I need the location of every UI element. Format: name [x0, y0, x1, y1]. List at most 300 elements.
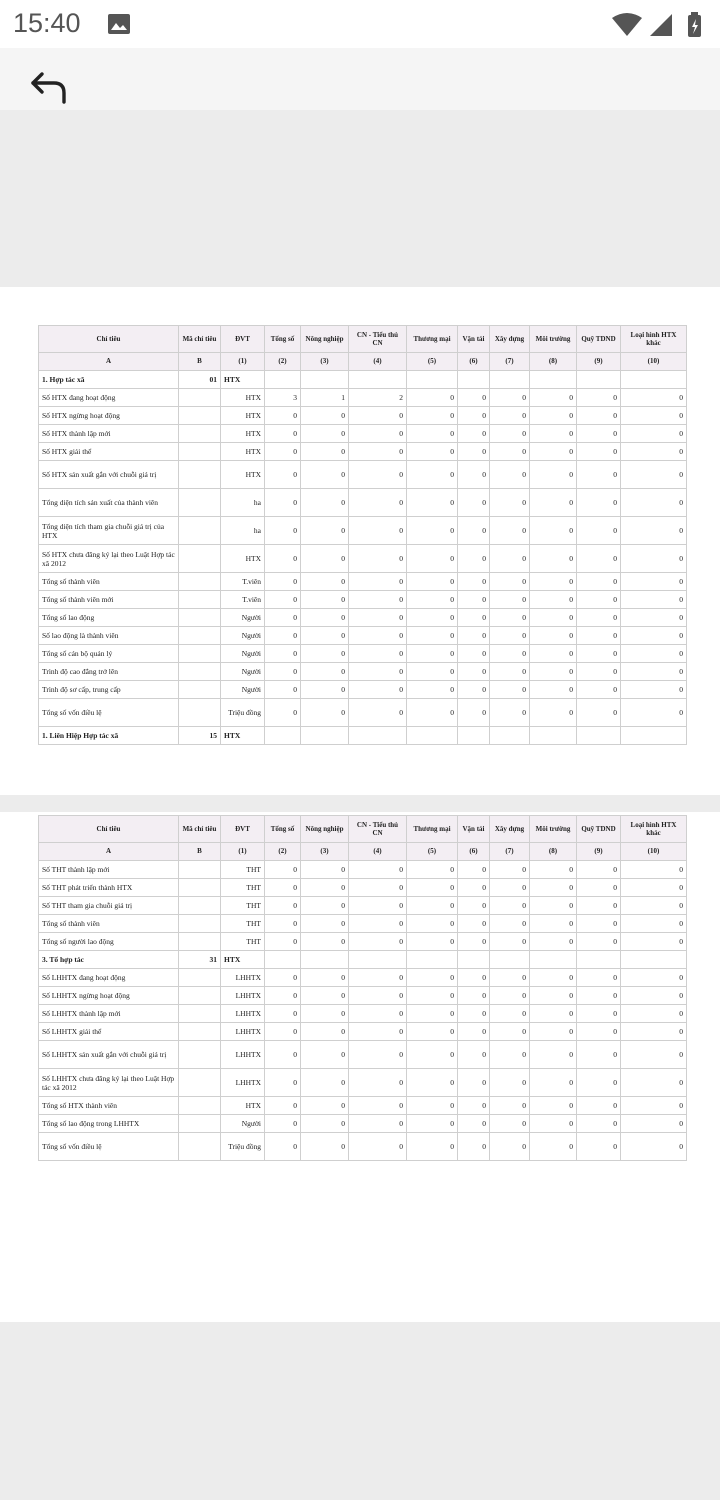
- row-code: [179, 489, 221, 517]
- section-row: [39, 727, 687, 745]
- row-unit: THT: [221, 915, 265, 933]
- cell-value: 0: [265, 545, 301, 573]
- row-label: Số LHHTX thành lập mới: [39, 1005, 179, 1023]
- cell-value: 0: [458, 699, 490, 727]
- row-code: [179, 443, 221, 461]
- cell-value: 0: [490, 861, 530, 879]
- cell-value: 0: [458, 461, 490, 489]
- cell-value: 0: [458, 1133, 490, 1161]
- col-header: Thương mại: [407, 326, 458, 353]
- row-code: [179, 987, 221, 1005]
- cell-value: 0: [530, 663, 577, 681]
- table-row: [39, 591, 687, 609]
- row-label: Số HTX đang hoạt động: [39, 389, 179, 407]
- toolbar: [0, 48, 720, 110]
- row-unit: HTX: [221, 1097, 265, 1115]
- cell-value: 0: [301, 1115, 349, 1133]
- cell-value: 0: [301, 443, 349, 461]
- col-code: (5): [407, 353, 458, 371]
- cell-value: 0: [301, 1069, 349, 1097]
- row-code: [179, 879, 221, 897]
- row-code: [179, 969, 221, 987]
- cell-value: 0: [349, 609, 407, 627]
- cell-value: 0: [530, 1133, 577, 1161]
- cell-value: 0: [577, 591, 621, 609]
- report-page-2: [0, 812, 720, 1322]
- col-header: Vận tải: [458, 326, 490, 353]
- row-code: [179, 1041, 221, 1069]
- row-label: Số LHHTX đang hoạt động: [39, 969, 179, 987]
- cell-value: 0: [490, 425, 530, 443]
- cell-value: [458, 727, 490, 745]
- cell-value: 0: [621, 933, 687, 951]
- col-code: (6): [458, 353, 490, 371]
- cell-value: 0: [407, 489, 458, 517]
- row-label: Số THT tham gia chuỗi giá trị: [39, 897, 179, 915]
- row-unit: Người: [221, 627, 265, 645]
- cell-value: 0: [577, 1005, 621, 1023]
- cell-value: 0: [458, 425, 490, 443]
- row-unit: Triệu đồng: [221, 1133, 265, 1161]
- cell-value: 0: [349, 987, 407, 1005]
- row-label: Tổng số thành viên mới: [39, 591, 179, 609]
- row-label: Số LHHTX giải thể: [39, 1023, 179, 1041]
- cell-value: 0: [407, 573, 458, 591]
- cell-value: 0: [458, 879, 490, 897]
- table-row: [39, 897, 687, 915]
- table-row: [39, 1069, 687, 1097]
- cell-value: 0: [621, 1005, 687, 1023]
- cell-value: 0: [530, 591, 577, 609]
- cell-value: 0: [458, 545, 490, 573]
- cell-value: 0: [407, 1041, 458, 1069]
- cell-value: 0: [458, 573, 490, 591]
- cell-value: 0: [490, 897, 530, 915]
- cell-value: [577, 727, 621, 745]
- cell-value: 0: [265, 1041, 301, 1069]
- cell-value: 0: [349, 1133, 407, 1161]
- cell-value: 0: [301, 699, 349, 727]
- cell-value: 0: [577, 915, 621, 933]
- table-row: [39, 573, 687, 591]
- cell-value: 0: [458, 407, 490, 425]
- cell-value: [621, 951, 687, 969]
- cell-value: 0: [349, 915, 407, 933]
- row-unit: T.viên: [221, 573, 265, 591]
- cell-value: 0: [349, 1023, 407, 1041]
- cell-value: 0: [265, 407, 301, 425]
- cell-value: 0: [530, 969, 577, 987]
- row-label: Tổng số HTX thành viên: [39, 1097, 179, 1115]
- row-label: Trình độ cao đẳng trở lên: [39, 663, 179, 681]
- cell-value: 0: [530, 861, 577, 879]
- section-row: [39, 951, 687, 969]
- table-row: [39, 915, 687, 933]
- row-label: Số LHHTX chưa đăng ký lại theo Luật Hợp tác xã 2012: [39, 1069, 179, 1097]
- cell-value: 0: [301, 969, 349, 987]
- cell-value: 0: [621, 1115, 687, 1133]
- cell-value: [530, 951, 577, 969]
- cell-value: 0: [407, 1005, 458, 1023]
- col-code: (1): [221, 843, 265, 861]
- cell-value: 0: [458, 1005, 490, 1023]
- cell-value: 0: [301, 609, 349, 627]
- row-code: [179, 461, 221, 489]
- table-row: [39, 681, 687, 699]
- cell-value: 0: [265, 1069, 301, 1097]
- row-label: 1. Hợp tác xã: [39, 371, 179, 389]
- row-label: Số THT thành lập mới: [39, 861, 179, 879]
- row-code: [179, 591, 221, 609]
- row-code: [179, 389, 221, 407]
- table-row: [39, 645, 687, 663]
- cell-value: [458, 951, 490, 969]
- row-unit: HTX: [221, 425, 265, 443]
- cell-value: 0: [265, 645, 301, 663]
- table-row: [39, 1023, 687, 1041]
- cell-value: 0: [577, 389, 621, 407]
- col-code: (1): [221, 353, 265, 371]
- row-code: 01: [179, 371, 221, 389]
- cell-value: 0: [407, 933, 458, 951]
- cell-value: 0: [530, 407, 577, 425]
- cell-value: [577, 371, 621, 389]
- row-label: Tổng số cán bộ quản lý: [39, 645, 179, 663]
- cell-value: 0: [577, 1041, 621, 1069]
- cell-value: 0: [530, 545, 577, 573]
- cell-value: 0: [458, 1023, 490, 1041]
- cell-value: 0: [301, 915, 349, 933]
- cell-value: 0: [577, 489, 621, 517]
- cell-value: 0: [349, 699, 407, 727]
- cell-value: 0: [458, 1041, 490, 1069]
- cell-value: [349, 727, 407, 745]
- cell-value: 0: [349, 1005, 407, 1023]
- cell-value: 0: [530, 461, 577, 489]
- cell-value: 0: [407, 915, 458, 933]
- row-code: 31: [179, 951, 221, 969]
- cell-value: 0: [621, 897, 687, 915]
- row-label: Tổng số thành viên: [39, 573, 179, 591]
- cell-value: 0: [265, 987, 301, 1005]
- row-code: [179, 1023, 221, 1041]
- cell-value: [407, 371, 458, 389]
- row-unit: THT: [221, 933, 265, 951]
- col-code: (6): [458, 843, 490, 861]
- row-label: Tổng diện tích tham gia chuỗi giá trị của HTX: [39, 517, 179, 545]
- table-row: [39, 1005, 687, 1023]
- cell-value: 0: [577, 627, 621, 645]
- cell-value: 0: [458, 969, 490, 987]
- cell-value: 0: [265, 425, 301, 443]
- cell-value: 0: [490, 879, 530, 897]
- row-label: Số HTX thành lập mới: [39, 425, 179, 443]
- cell-value: 0: [349, 573, 407, 591]
- cell-value: 0: [577, 461, 621, 489]
- cell-value: 0: [407, 609, 458, 627]
- cell-value: 0: [349, 933, 407, 951]
- cell-value: [301, 371, 349, 389]
- cell-value: 0: [577, 425, 621, 443]
- cell-value: 0: [301, 425, 349, 443]
- cell-value: 0: [530, 425, 577, 443]
- cell-value: 0: [265, 1023, 301, 1041]
- row-label: Tổng số thành viên: [39, 915, 179, 933]
- cell-value: 0: [577, 1097, 621, 1115]
- cell-value: 0: [407, 591, 458, 609]
- cell-value: 0: [458, 645, 490, 663]
- col-header: CN - Tiểu thủ CN: [349, 816, 407, 843]
- cell-value: 0: [407, 1115, 458, 1133]
- cell-value: 0: [458, 1115, 490, 1133]
- cell-value: [490, 951, 530, 969]
- table-code-row: [39, 843, 687, 861]
- row-label: Số LHHTX ngừng hoạt động: [39, 987, 179, 1005]
- cell-value: 0: [458, 627, 490, 645]
- col-code: (10): [621, 843, 687, 861]
- table-row: [39, 1133, 687, 1161]
- col-code: (9): [577, 843, 621, 861]
- cell-value: 0: [407, 1023, 458, 1041]
- cell-value: [265, 727, 301, 745]
- cell-value: 0: [530, 933, 577, 951]
- cell-value: [577, 951, 621, 969]
- cell-value: 0: [458, 609, 490, 627]
- row-code: [179, 1115, 221, 1133]
- table-row: [39, 443, 687, 461]
- row-unit: ha: [221, 489, 265, 517]
- cell-value: 0: [621, 573, 687, 591]
- col-header: CN - Tiểu thủ CN: [349, 326, 407, 353]
- table-row: [39, 879, 687, 897]
- row-unit: Người: [221, 1115, 265, 1133]
- cell-value: 0: [301, 1023, 349, 1041]
- col-header: Xây dựng: [490, 326, 530, 353]
- cell-value: 0: [530, 517, 577, 545]
- cell-value: 0: [458, 1097, 490, 1115]
- col-header: Vận tải: [458, 816, 490, 843]
- cell-value: 0: [577, 573, 621, 591]
- table-row: [39, 545, 687, 573]
- cell-value: 0: [301, 681, 349, 699]
- col-code: A: [39, 353, 179, 371]
- cell-value: 0: [621, 517, 687, 545]
- cell-value: 0: [490, 489, 530, 517]
- cell-value: 0: [407, 879, 458, 897]
- cell-value: 0: [349, 407, 407, 425]
- cell-value: 0: [621, 1133, 687, 1161]
- cell-value: 0: [577, 861, 621, 879]
- cell-value: 0: [621, 1023, 687, 1041]
- cell-value: 0: [490, 609, 530, 627]
- col-code: (10): [621, 353, 687, 371]
- cell-value: 0: [301, 987, 349, 1005]
- row-code: [179, 645, 221, 663]
- cell-value: [490, 371, 530, 389]
- cell-value: [349, 951, 407, 969]
- cell-value: 0: [490, 699, 530, 727]
- cell-value: 0: [407, 699, 458, 727]
- cell-value: 0: [577, 1133, 621, 1161]
- row-code: [179, 1133, 221, 1161]
- cell-value: 0: [407, 1069, 458, 1097]
- cell-value: 0: [301, 897, 349, 915]
- table-row: [39, 1041, 687, 1069]
- cell-value: 0: [301, 517, 349, 545]
- cell-value: 0: [265, 915, 301, 933]
- col-code: B: [179, 353, 221, 371]
- cell-value: 0: [407, 517, 458, 545]
- col-header: Xây dựng: [490, 816, 530, 843]
- cell-value: 0: [621, 461, 687, 489]
- cell-value: 0: [301, 591, 349, 609]
- cell-value: 0: [407, 545, 458, 573]
- cell-value: 0: [458, 933, 490, 951]
- cell-value: 0: [490, 545, 530, 573]
- col-code: (5): [407, 843, 458, 861]
- cell-value: 0: [407, 407, 458, 425]
- cell-value: [530, 727, 577, 745]
- cell-value: 0: [265, 1115, 301, 1133]
- row-code: [179, 573, 221, 591]
- cell-value: 0: [530, 1023, 577, 1041]
- cell-value: 0: [349, 861, 407, 879]
- cell-value: 0: [621, 879, 687, 897]
- col-header: Tổng số: [265, 816, 301, 843]
- cell-value: 0: [301, 573, 349, 591]
- row-label: Tổng số lao động trong LHHTX: [39, 1115, 179, 1133]
- cell-value: 0: [349, 1069, 407, 1097]
- row-unit: LHHTX: [221, 1005, 265, 1023]
- cell-value: 0: [265, 897, 301, 915]
- row-unit: THT: [221, 879, 265, 897]
- cell-value: 0: [301, 1097, 349, 1115]
- col-header: Thương mại: [407, 816, 458, 843]
- cell-value: 0: [490, 627, 530, 645]
- cell-value: 0: [407, 389, 458, 407]
- cell-value: 0: [577, 663, 621, 681]
- col-header: Loại hình HTX khác: [621, 816, 687, 843]
- table-row: [39, 969, 687, 987]
- cell-value: 0: [577, 407, 621, 425]
- cell-value: 0: [407, 645, 458, 663]
- col-header: Môi trường: [530, 326, 577, 353]
- cell-value: 0: [577, 645, 621, 663]
- cell-value: 0: [265, 1005, 301, 1023]
- status-time: 15:40: [13, 8, 81, 38]
- cell-value: 0: [265, 933, 301, 951]
- col-header: ĐVT: [221, 816, 265, 843]
- row-code: [179, 897, 221, 915]
- cell-value: 0: [530, 1115, 577, 1133]
- cell-value: 0: [577, 1115, 621, 1133]
- cell-value: 0: [407, 1133, 458, 1161]
- row-code: [179, 517, 221, 545]
- row-label: Tổng diện tích sản xuất của thành viên: [39, 489, 179, 517]
- cell-value: 0: [301, 489, 349, 517]
- row-label: 1. Liên Hiệp Hợp tác xã: [39, 727, 179, 745]
- col-header: Chỉ tiêu: [39, 816, 179, 843]
- cell-value: 0: [621, 1097, 687, 1115]
- cell-value: 1: [301, 389, 349, 407]
- cell-value: 0: [349, 1041, 407, 1069]
- row-unit: THT: [221, 861, 265, 879]
- cell-value: 0: [458, 861, 490, 879]
- cell-value: 0: [530, 1041, 577, 1069]
- cell-value: 0: [349, 461, 407, 489]
- cell-value: 0: [458, 443, 490, 461]
- row-unit: LHHTX: [221, 987, 265, 1005]
- cell-value: 0: [621, 645, 687, 663]
- table-row: [39, 627, 687, 645]
- cell-value: 0: [407, 443, 458, 461]
- table-code-row: [39, 353, 687, 371]
- col-header: Nông nghiệp: [301, 816, 349, 843]
- row-unit: LHHTX: [221, 1069, 265, 1097]
- cell-value: 0: [490, 933, 530, 951]
- cell-value: 0: [301, 645, 349, 663]
- back-button[interactable]: [28, 68, 78, 108]
- row-label: Trình độ sơ cấp, trung cấp: [39, 681, 179, 699]
- cell-value: 0: [577, 879, 621, 897]
- cell-value: 0: [301, 861, 349, 879]
- cell-value: 0: [621, 1041, 687, 1069]
- cell-value: 0: [301, 663, 349, 681]
- cell-value: 0: [621, 699, 687, 727]
- row-unit: LHHTX: [221, 1041, 265, 1069]
- row-unit: HTX: [221, 461, 265, 489]
- cell-value: 0: [577, 517, 621, 545]
- cell-value: [621, 371, 687, 389]
- row-unit: ha: [221, 517, 265, 545]
- table-row: [39, 609, 687, 627]
- cell-value: 0: [407, 461, 458, 489]
- cell-value: 0: [349, 517, 407, 545]
- cell-value: [407, 727, 458, 745]
- cell-value: 0: [530, 443, 577, 461]
- cell-value: 0: [349, 645, 407, 663]
- cell-value: 0: [265, 1097, 301, 1115]
- cell-value: [265, 371, 301, 389]
- table-row: [39, 389, 687, 407]
- cell-value: 0: [349, 663, 407, 681]
- cell-value: 0: [621, 591, 687, 609]
- row-unit: THT: [221, 897, 265, 915]
- row-code: [179, 933, 221, 951]
- table-row: [39, 517, 687, 545]
- col-code: (3): [301, 353, 349, 371]
- status-bar: [0, 0, 720, 48]
- reply-arrow-icon: [28, 68, 70, 104]
- col-code: (8): [530, 353, 577, 371]
- col-header: Quỹ TDND: [577, 816, 621, 843]
- col-header: ĐVT: [221, 326, 265, 353]
- cell-value: 0: [458, 663, 490, 681]
- cell-value: 0: [458, 897, 490, 915]
- cell-value: 0: [265, 573, 301, 591]
- row-unit: Người: [221, 681, 265, 699]
- cell-value: 0: [349, 545, 407, 573]
- cell-value: 0: [530, 681, 577, 699]
- cell-value: 0: [407, 663, 458, 681]
- cell-value: 0: [265, 591, 301, 609]
- cell-value: 0: [621, 489, 687, 517]
- cell-value: 0: [301, 1133, 349, 1161]
- col-header: Loại hình HTX khác: [621, 326, 687, 353]
- cell-value: 0: [577, 897, 621, 915]
- cell-value: 0: [577, 699, 621, 727]
- cell-value: 0: [490, 1097, 530, 1115]
